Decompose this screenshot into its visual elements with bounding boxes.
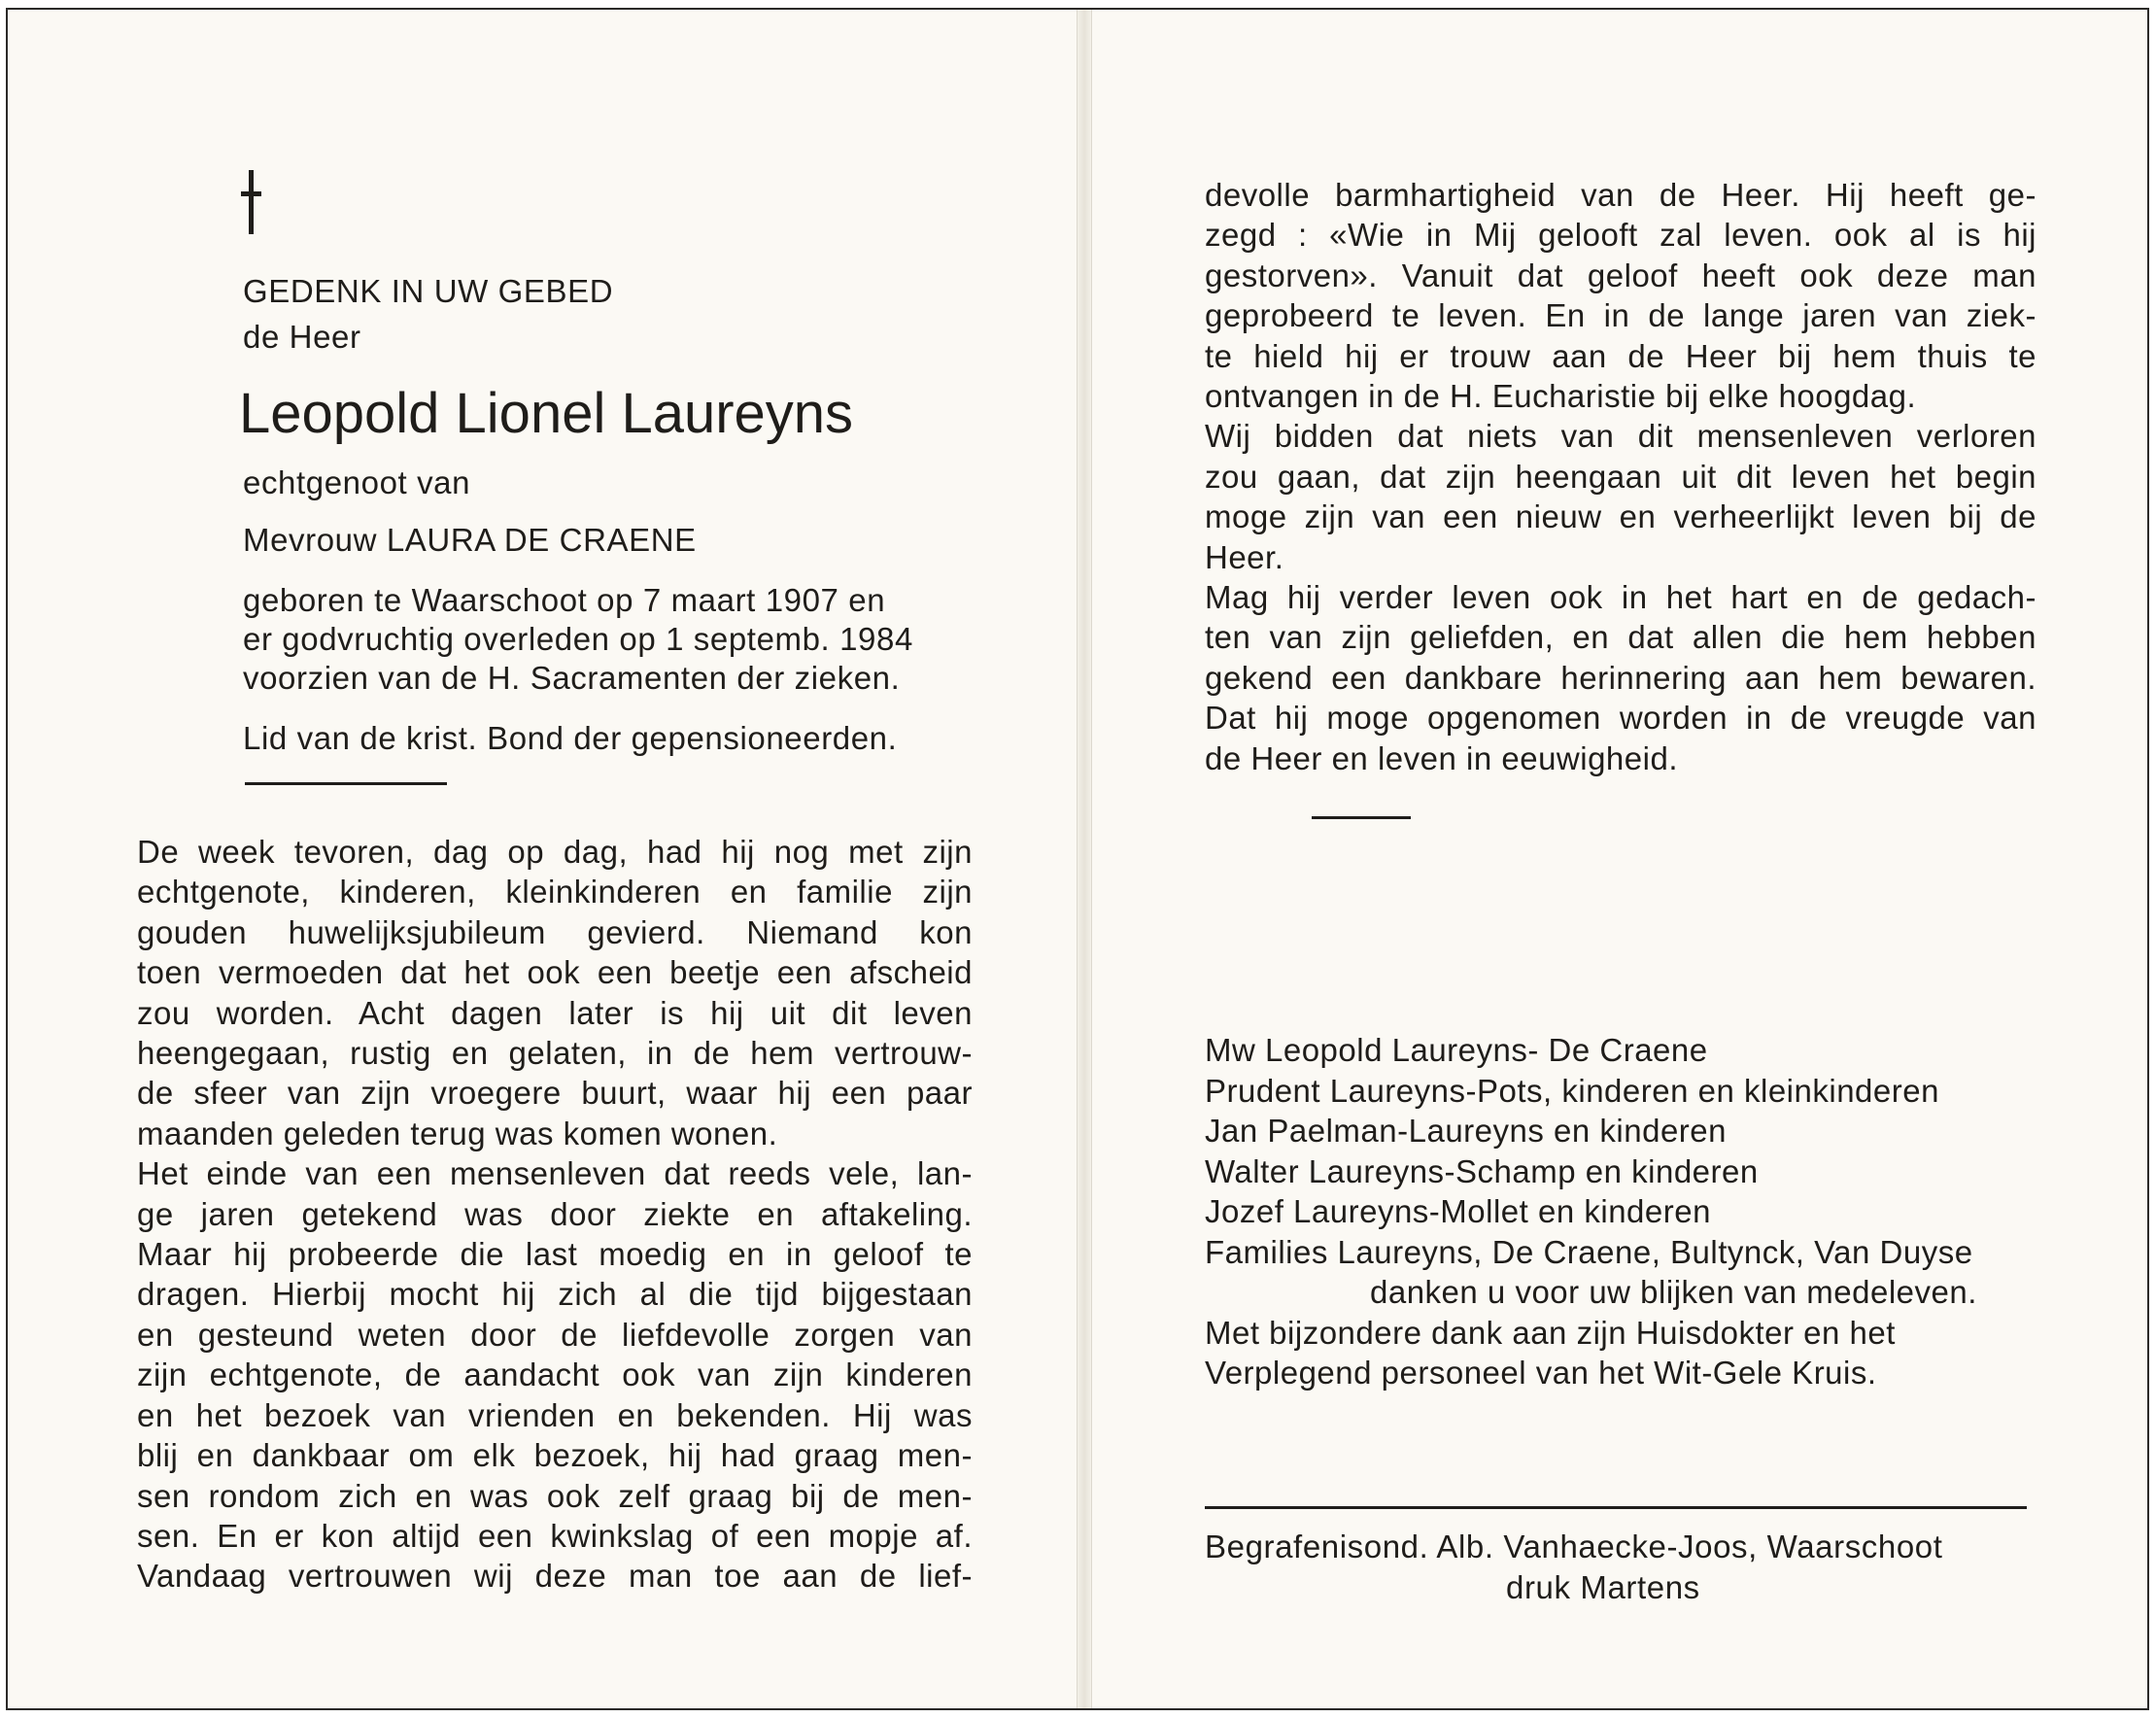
text-line: Maar hij probeerde die last moedig en in geloof te: [137, 1236, 973, 1273]
text-line: De week tevoren, dag op dag, had hij nog met zijn: [137, 834, 973, 870]
text-line: zou worden. Acht dagen later is hij uit dit leven: [137, 994, 973, 1031]
title-prefix: de Heer: [243, 319, 361, 355]
family-line: Walter Laureyns-Schamp en kinderen: [1205, 1152, 1759, 1189]
family-line: Verplegend personeel van het Wit-Gele Kruis.: [1205, 1355, 1877, 1391]
text-line: gekend een dankbare herinnering aan hem bewaren.: [1205, 659, 2036, 696]
text-line: geprobeerd te leven. En in de lange jaren van ziek-: [1205, 297, 2036, 334]
text-line: echtgenote, kinderen, kleinkinderen en familie zijn: [137, 874, 973, 911]
text-line: Mag hij verder leven ook in het hart en de gedach-: [1205, 579, 2036, 616]
text-line: ontvangen in de H. Eucharistie bij elke hoogdag.: [1205, 378, 1917, 415]
text-line: zou gaan, dat zijn heengaan uit dit leven het begin: [1205, 458, 2036, 495]
text-line: en gesteund weten door de liefdevolle zorgen van: [137, 1316, 973, 1353]
family-line: Mw Leopold Laureyns- De Craene: [1205, 1032, 1708, 1068]
text-line: heengegaan, rustig en gelaten, in de hem vertrouw-: [137, 1035, 973, 1072]
text-line: Heer.: [1205, 538, 1284, 575]
funeral-director: Begrafenisond. Alb. Vanhaecke-Joos, Waarschoot: [1205, 1529, 1943, 1564]
text-line: ge jaren getekend was door ziekte en aftakeling.: [137, 1195, 973, 1232]
text-line: de Heer en leven in eeuwigheid.: [1205, 739, 1678, 776]
family-line: Prudent Laureyns-Pots, kinderen en kleinkinderen: [1205, 1072, 1939, 1109]
divider: [1205, 1506, 2027, 1509]
membership-line: Lid van de krist. Bond der gepensioneerden.: [243, 720, 898, 756]
text-line: Het einde van een mensenleven dat reeds vele, lan-: [137, 1155, 973, 1192]
text-line: sen. En er kon altijd een kwinkslag of een mopje af.: [137, 1517, 973, 1554]
birth-death-line: geboren te Waarschoot op 7 maart 1907 en: [243, 582, 886, 618]
text-line: te hield hij er trouw aan de Heer bij hem thuis te: [1205, 337, 2036, 374]
text-line: blij en dankbaar om elk bezoek, hij had graag men-: [137, 1437, 973, 1474]
text-line: dragen. Hierbij mocht hij zich al die tijd bijgestaan: [137, 1276, 973, 1313]
text-line: gestorven». Vanuit dat geloof heeft ook deze man: [1205, 257, 2036, 293]
text-line: zegd : «Wie in Mij gelooft zal leven. ook al is hij: [1205, 217, 2036, 254]
divider: [1312, 816, 1411, 819]
birth-death-line: voorzien van de H. Sacramenten der zieken.: [243, 660, 901, 696]
family-line: Jozef Laureyns-Mollet en kinderen: [1205, 1193, 1711, 1229]
prayer-heading: GEDENK IN UW GEBED: [243, 273, 614, 309]
text-line: ten van zijn geliefden, en dat allen die hem hebben: [1205, 619, 2036, 656]
family-line: Families Laureyns, De Craene, Bultynck, Van Duyse: [1205, 1233, 1973, 1270]
family-line: Jan Paelman-Laureyns en kinderen: [1205, 1113, 1727, 1149]
text-line: maanden geleden terug was komen wonen.: [137, 1115, 778, 1151]
reflection-text: [1205, 175, 2036, 778]
memorial-card: [6, 8, 2149, 1710]
text-line: Wij bidden dat niets van dit mensenleven verloren: [1205, 418, 2036, 455]
deceased-name: Leopold Lionel Laureyns: [239, 382, 854, 445]
family-list: [1205, 1030, 1977, 1393]
text-line: zijn echtgenote, de aandacht ook van zijn kinderen: [137, 1357, 973, 1393]
printer-credit: druk Martens: [1506, 1569, 1700, 1605]
text-line: devolle barmhartigheid van de Heer. Hij heeft ge-: [1205, 177, 2036, 213]
family-line: Met bijzondere dank aan zijn Huisdokter en het: [1205, 1314, 1896, 1351]
biography-text: [137, 832, 973, 1597]
text-line: Dat hij moge opgenomen worden in de vreugde van: [1205, 700, 2036, 737]
text-line: moge zijn van een nieuw en verheerlijkt leven bij de: [1205, 498, 2036, 535]
thanks-line: danken u voor uw blijken van medeleven.: [1370, 1274, 1977, 1310]
text-line: de sfeer van zijn vroegere buurt, waar hij een paar: [137, 1075, 973, 1112]
birth-death-line: er godvruchtig overleden op 1 septemb. 1984: [243, 621, 913, 657]
text-line: Vandaag vertrouwen wij deze man toe aan de lief-: [137, 1558, 973, 1595]
text-line: en het bezoek van vrienden en bekenden. Hij was: [137, 1396, 973, 1433]
text-line: gouden huwelijksjubileum gevierd. Niemand kon: [137, 913, 973, 950]
right-panel: [1090, 10, 2149, 1708]
spouse-name: Mevrouw LAURA DE CRAENE: [243, 522, 697, 558]
cross-icon: [241, 170, 260, 234]
text-line: toen vermoeden dat het ook een beetje een afscheid: [137, 954, 973, 991]
divider: [245, 782, 447, 785]
left-panel: [8, 10, 1077, 1708]
spouse-label: echtgenoot van: [243, 464, 471, 500]
text-line: sen rondom zich en was ook zelf graag bij de men-: [137, 1477, 973, 1514]
